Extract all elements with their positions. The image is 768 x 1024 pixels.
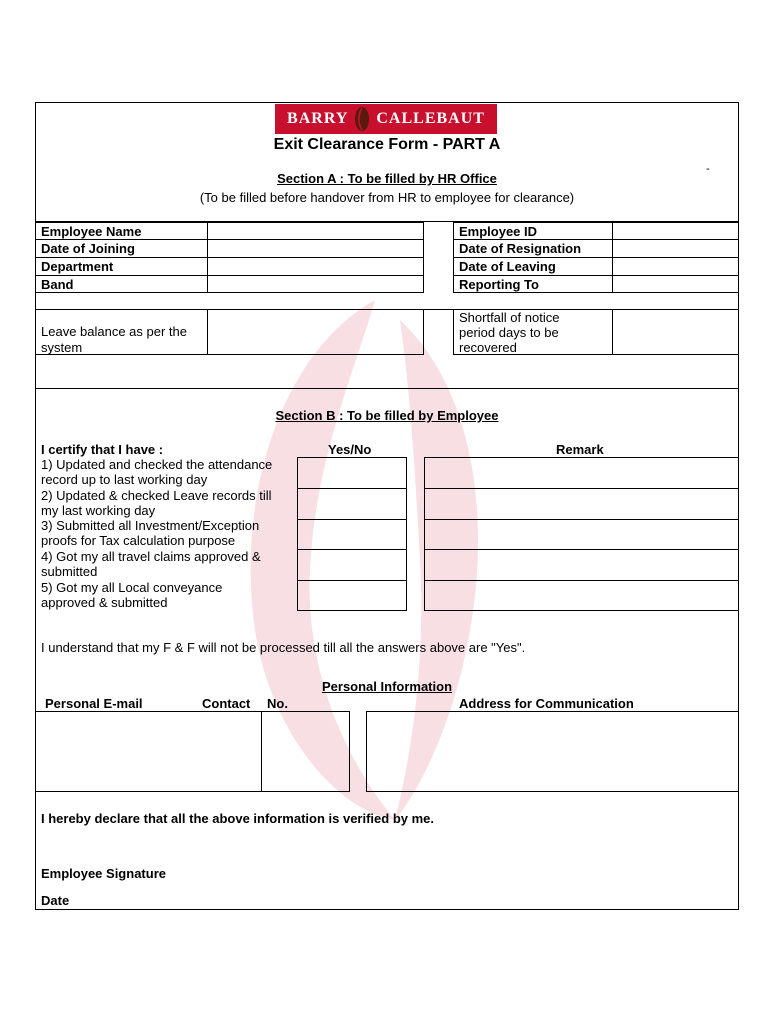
band-label: Band [41, 277, 74, 292]
brand-right-word: CALLEBAUT [376, 110, 485, 127]
remark-field-5[interactable] [425, 581, 738, 610]
certify-item-2-line2: my last working day [41, 503, 156, 518]
leave-balance-field[interactable] [208, 310, 423, 354]
remark-field-2[interactable] [425, 489, 738, 518]
employee-id-field[interactable] [613, 223, 738, 239]
certify-item-4-line1: 4) Got my all travel claims approved & [41, 549, 261, 564]
date-of-resignation-label: Date of Resignation [459, 241, 582, 256]
yes-no-field-3[interactable] [298, 520, 406, 548]
contact-no-header: No. [267, 696, 288, 711]
department-label: Department [41, 259, 114, 274]
date-of-leaving-label: Date of Leaving [459, 259, 556, 274]
personal-email-field[interactable] [36, 712, 260, 791]
personal-info-heading: Personal Information [321, 679, 453, 694]
remark-header: Remark [556, 442, 604, 457]
shortfall-label-line3: recovered [459, 340, 517, 355]
certify-item-1-line2: record up to last working day [41, 472, 208, 487]
leave-balance-label-line1: Leave balance as per the [41, 324, 187, 339]
certify-label: I certify that I have : [41, 442, 164, 457]
shortfall-label-line2: period days to be [459, 325, 559, 340]
remark-field-3[interactable] [425, 520, 738, 548]
date-of-resignation-field[interactable] [613, 240, 738, 256]
employee-signature-label: Employee Signature [41, 866, 166, 881]
declaration-text: I hereby declare that all the above information is verified by me. [41, 811, 435, 826]
certify-item-5-line1: 5) Got my all Local conveyance [41, 580, 223, 595]
date-of-joining-label: Date of Joining [41, 241, 135, 256]
personal-email-header: Personal E-mail [45, 696, 143, 711]
date-label: Date [41, 893, 70, 908]
shortfall-field[interactable] [613, 310, 738, 354]
certify-item-1-line1: 1) Updated and checked the attendance [41, 457, 273, 472]
remark-field-4[interactable] [425, 550, 738, 579]
date-of-joining-field[interactable] [208, 240, 423, 256]
yes-no-field-2[interactable] [298, 489, 406, 518]
shortfall-label-line1: Shortfall of notice [459, 310, 560, 325]
certify-item-4-line2: submitted [41, 564, 98, 579]
certify-item-2-line1: 2) Updated & checked Leave records till [41, 488, 272, 503]
certify-item-5-line2: approved & submitted [41, 595, 168, 610]
section-a-subheading: (To be filled before handover from HR to employee for clearance) [199, 190, 575, 205]
reporting-to-field[interactable] [613, 276, 738, 292]
yes-no-field-5[interactable] [298, 581, 406, 610]
section-b-heading: Section B : To be filled by Employee [275, 408, 499, 423]
employee-id-label: Employee ID [459, 224, 538, 239]
contact-header: Contact [202, 696, 251, 711]
corner-dash: - [706, 163, 710, 175]
section-divider [35, 388, 739, 389]
contact-no-field[interactable] [262, 712, 349, 791]
certify-item-3-line1: 3) Submitted all Investment/Exception [41, 518, 260, 533]
employee-name-label: Employee Name [41, 224, 142, 239]
leave-balance-label-line2: system [41, 340, 83, 355]
form-title: Exit Clearance Form - PART A [273, 136, 501, 153]
date-of-leaving-field[interactable] [613, 258, 738, 274]
yes-no-field-4[interactable] [298, 550, 406, 579]
understand-note: I understand that my F & F will not be processed till all the answers above are "Yes". [41, 640, 526, 655]
brand-left-word: BARRY [287, 110, 349, 127]
band-field[interactable] [208, 276, 423, 292]
reporting-to-label: Reporting To [459, 277, 539, 292]
address-header: Address for Communication [459, 696, 634, 711]
certify-item-3-line2: proofs for Tax calculation purpose [41, 533, 236, 548]
employee-name-field[interactable] [208, 223, 423, 239]
address-field[interactable] [367, 712, 738, 791]
yes-no-header: Yes/No [328, 442, 372, 457]
remark-field-1[interactable] [425, 458, 738, 487]
yes-no-field-1[interactable] [298, 458, 406, 487]
section-a-heading: Section A : To be filled by HR Office [277, 171, 497, 186]
department-field[interactable] [208, 258, 423, 274]
